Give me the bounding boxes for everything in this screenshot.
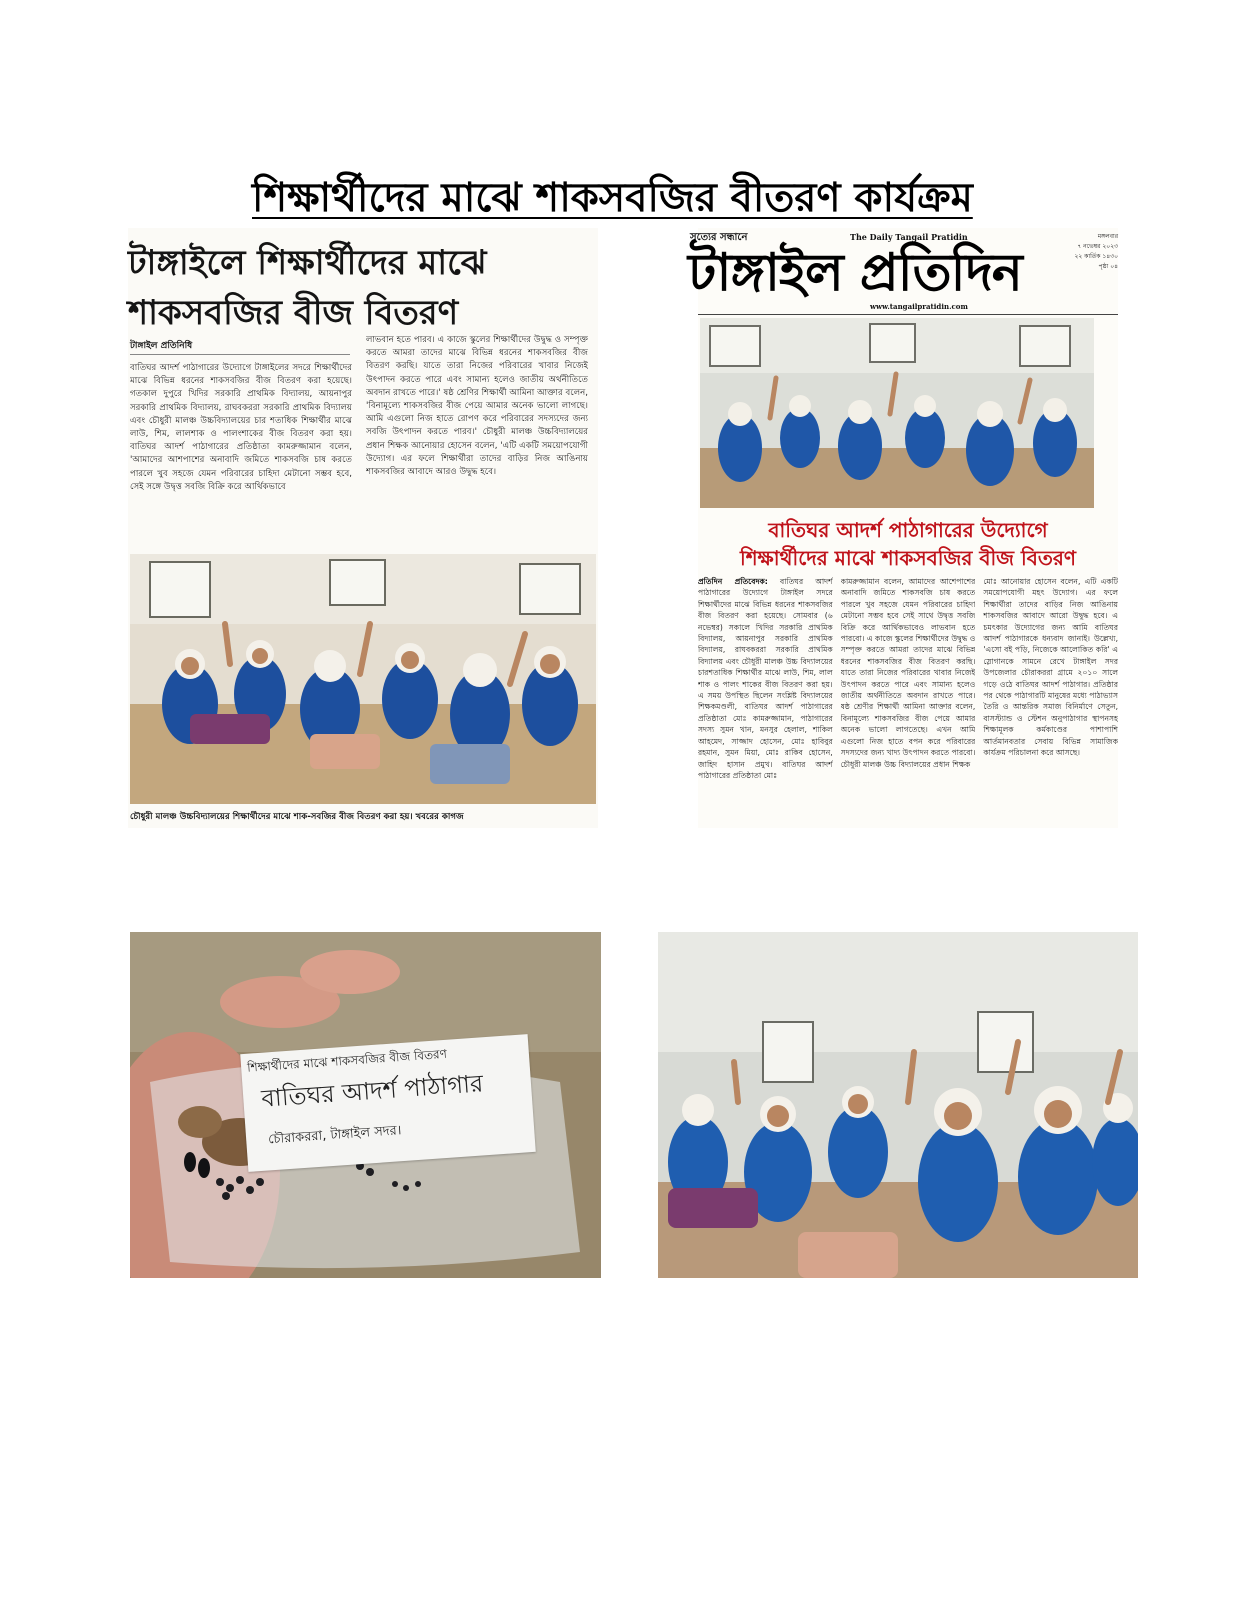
article-body (698, 576, 1118, 826)
article-headline-line-2: শিক্ষার্থীদের মাঝে শাকসবজির বীজ বিতরণ (740, 546, 1076, 570)
clipping-byline: টাঙ্গাইল প্রতিনিধি (130, 341, 193, 351)
article-column-2: কামরুজ্জামান বলেন, আমাদের আশেপাশের অনাবাদি জমিতে শাকসবজি চাষ করতে পারলে খুব সহজে যেমন পরিবারের চাহিদা মেটানো সম্ভব হবে সেই সাথে উদ্বৃত্ত সবজি বিক্রি করে আর্থিকভাবেও লাভবান হতে পারবো। এ কাজে স্কুলের শিক্ষার্থীদের উদ্বুদ্ধ ও সম্পৃক্ত করতে আমরা তাদের মাঝে বিভিন্ন ধরনের শাকসবজির বীজ বিতরণ করছি। যাতে তারা নিজের পরিবারের খাবার নিজেই উৎপাদন করতে পারে এবং সামান্য হলেও জাতীয় অর্থনীতিতে অবদান রাখতে পারে। ষষ্ঠ শ্রেণীর শিক্ষার্থী আমিনা আক্তার বলেন, বিনামূল্যে শাকসবজির বীজ পেয়ে আমার অনেক ভালো লাগতেছে। এখন আমি এগুলো নিজ হাতে বপন করে পরিবারের সদস্যদের জন্য খাদ্য উৎপাদন করতে পারবো। চৌধুরী মালঞ্চ উচ্চ বিদ্যালয়ের প্রধান শিক্ষক (840, 577, 976, 769)
clipping-headline (128, 238, 598, 338)
classroom-illustration (130, 554, 596, 804)
date-line: মঙ্গলবার (1097, 233, 1118, 240)
clipping-headline-line-1: টাঙ্গাইলে শিক্ষার্থীদের মাঝে (128, 243, 487, 283)
newspaper-clipping-right (688, 228, 1119, 828)
article-headline-line-1: বাতিঘর আদর্শ পাঠাগারের উদ্যোগে (768, 518, 1048, 542)
reporter-credit: প্রতিদিন প্রতিবেদক: (698, 577, 768, 586)
byline-divider (130, 354, 350, 355)
newspaper-clipping-left (128, 228, 598, 828)
classroom-photo-bottom-right (658, 932, 1138, 1278)
article-column-1 (698, 576, 833, 826)
seed-label-line-3: চৌরাকররা, টাঙ্গাইল সদর। (267, 1123, 402, 1148)
masthead-english-name: The Daily Tangail Pratidin (850, 232, 968, 242)
seed-label-line-2: বাতিঘর আদর্শ পাঠাগার (260, 1069, 485, 1113)
date-line: পৃষ্ঠা ০৪ (1098, 263, 1118, 270)
date-line: ৭ নভেম্বর ২০২৩ (1077, 243, 1118, 250)
masthead-tagline: সত্যের সন্ধানে (690, 232, 748, 243)
clipping-body-column-1: বাতিঘর আদর্শ পাঠাগারের উদ্যোগে টাঙ্গাইলের সদরে শিক্ষার্থীদের মাঝে বিভিন্ন ধরনের শাকসবজির বীজ বিতরণ করা হয়েছে। গতকাল দুপুরে খিদির সরকারি প্রাথমিক বিদ্যালয়, আয়নাপুর সরকারি প্রাথমিক বিদ্যালয়, রাঘবকররা সরকারি প্রাথমিক বিদ্যালয় এবং চৌধুরী মালঞ্চ উচ্চবিদ্যালয়ের চার শতাধিক শিক্ষার্থীর মাঝে লাউ, শিম, লালশাক ও পালংশাকের বীজ বিতরণ করা হয়। বাতিঘর আদর্শ পাঠাগারের প্রতিষ্ঠাতা কামরুজ্জামান বলেন, 'আমাদের আশপাশের অনাবাদি জমিতে শাকসবজি চাষ করতে পারলে খুব সহজে যেমন পরিবারের চাহিদা মেটানো সম্ভব হবে, সেই সঙ্গে উদ্বৃত্ত সবজি বিক্রি করে আর্থিকভাবে (130, 363, 352, 492)
clipping-headline-line-2: শাকসবজির বীজ বিতরণ (128, 293, 459, 333)
article-column-3: মোঃ আনোয়ার হোসেন বলেন, এটি একটি সময়োপযোগী মহৎ উদ্যোগ। এর ফলে শিক্ষার্থীরা তাদের বাড়ির নিজ আঙিনায় শাকসবজির আবাদে আরো উদ্বুদ্ধ হবে। এ চমৎকার উদ্যোগের জন্য আমি বাতিঘর আদর্শ পাঠাগারকে ধন্যবাদ জানাই। উল্লেখ্য, 'এসো বই পড়ি, নিজেকে আলোকিত করি' এ স্লোগানকে সামনে রেখে টাঙ্গাইল সদর উপজেলার চৌরাকররা গ্রামে ২০১০ সালে গড়ে ওঠে বাতিঘর আদর্শ পাঠাগার। প্রতিষ্ঠার পর থেকে পাঠাগারটি মানুষের মধ্যে পাঠাভ্যাস তৈরি ও আন্তরিক সমাজ বিনির্মাণে সেতুন, বাসস্ট্যান্ড ও স্টেশন অনুপাঠাগার স্থাপনসহ শিক্ষামূলক কর্মকাণ্ডের পাশাপাশি আর্তমানবতার সেবায় বিভিন্ন সামাজিক কার্যক্রম পরিচালনা করে আসছে। (983, 577, 1119, 758)
newspaper-url: www.tangailpratidin.com (870, 302, 968, 311)
article-column-1-text: বাতিঘর আদর্শ পাঠাগারের উদ্যোগে টাঙ্গাইল সদরে শিক্ষার্থীদের মাঝে বিভিন্ন ধরনের শাকসবজির বীজ বিতরণ করা হয়েছে। সোমবার (৬ নভেম্বর) সকালে খিদির সরকারি প্রাথমিক বিদ্যালয়, আয়নাপুর সরকারি প্রাথমিক বিদ্যালয়, রাঘবকররা সরকারি প্রাথমিক বিদ্যালয় এবং চৌধুরী মালঞ্চ উচ্চ বিদ্যালয়ের চারশতাধিক শিক্ষার্থীর মাঝে লাউ, শিম, লাল শাক ও পালং শাকের বীজ বিতরণ করা হয়। এ সময় উপস্থিত ছিলেন সংশ্লিষ্ট বিদ্যালয়ের শিক্ষকমণ্ডলী, বাতিঘর আদর্শ পাঠাগারের প্রতিষ্ঠাতা মোঃ কামরুজ্জামান, পাঠাগারের সদস্য সুমন খান, মনসুর হেলাল, শাকিল আহমেদ, সাজ্জাদ হোসেন, মোঃ হাবিবুর রহমান, সুমন মিয়া, মোঃ রাকিব হোসেন, জাহিদ হাসান প্রমুখ। বাতিঘর আদর্শ পাঠাগারের প্রতিষ্ঠাতা মোঃ (698, 577, 833, 780)
seed-packet-label (240, 1034, 536, 1172)
clipping-body-column-2: লাভবান হতে পারব। এ কাজে স্কুলের শিক্ষার্থীদের উদ্বুদ্ধ ও সম্পৃক্ত করতে আমরা তাদের মাঝে বিভিন্ন ধরনের শাকসবজির বীজ বিতরণ করছি। যাতে তারা নিজের পরিবারের খাবার নিজেই উৎপাদন করতে পারে এবং সামান্য হলেও জাতীয় অর্থনীতিতে অবদান রাখতে পারে।' ষষ্ঠ শ্রেণির শিক্ষার্থী আমিনা আক্তার বলেন, 'বিনামূল্যে শাকসবজির বীজ পেয়ে আমার অনেক ভালো লাগছে। আমি এগুলো নিজ হাতে রোপণ করে পরিবারের সদস্যদের জন্য সবজি উৎপাদন করতে পারব।' চৌধুরী মালঞ্চ উচ্চবিদ্যালয়ের প্রধান শিক্ষক আনোয়ার হোসেন বলেন, 'এটি একটি সময়োপযোগী উদ্যোগ। এর ফলে শিক্ষার্থীরা তাদের বাড়ির নিজ আঙিনায় শাকসবজির আবাদে আরও উদ্বুদ্ধ হবে। (366, 335, 588, 478)
date-line: ২২ কার্তিক ১৪৩০ (1074, 253, 1118, 260)
seed-label-line-1: শিক্ষার্থীদের মাঝে শাকসবজির বীজ বিতরণ (246, 1046, 448, 1075)
page-title: শিক্ষার্থীদের মাঝে শাকসবজির বীতরণ কার্যক্রম (252, 174, 973, 221)
masthead-date-box (1038, 232, 1118, 272)
newspaper-masthead: টাঙ্গাইল প্রতিদিন (688, 242, 1022, 303)
classroom-illustration (658, 932, 1138, 1278)
photo-caption: চৌধুরী মালঞ্চ উচ্চবিদ্যালয়ের শিক্ষার্থীদের মাঝে শাক-সবজির বীজ বিতরণ করা হয়। খবরের কাগজ (130, 812, 464, 822)
classroom-photo-right-clipping (700, 318, 1094, 508)
article-headline (698, 516, 1118, 572)
masthead-divider (698, 314, 1118, 315)
classroom-photo-left (130, 554, 596, 804)
classroom-illustration (700, 318, 1094, 508)
